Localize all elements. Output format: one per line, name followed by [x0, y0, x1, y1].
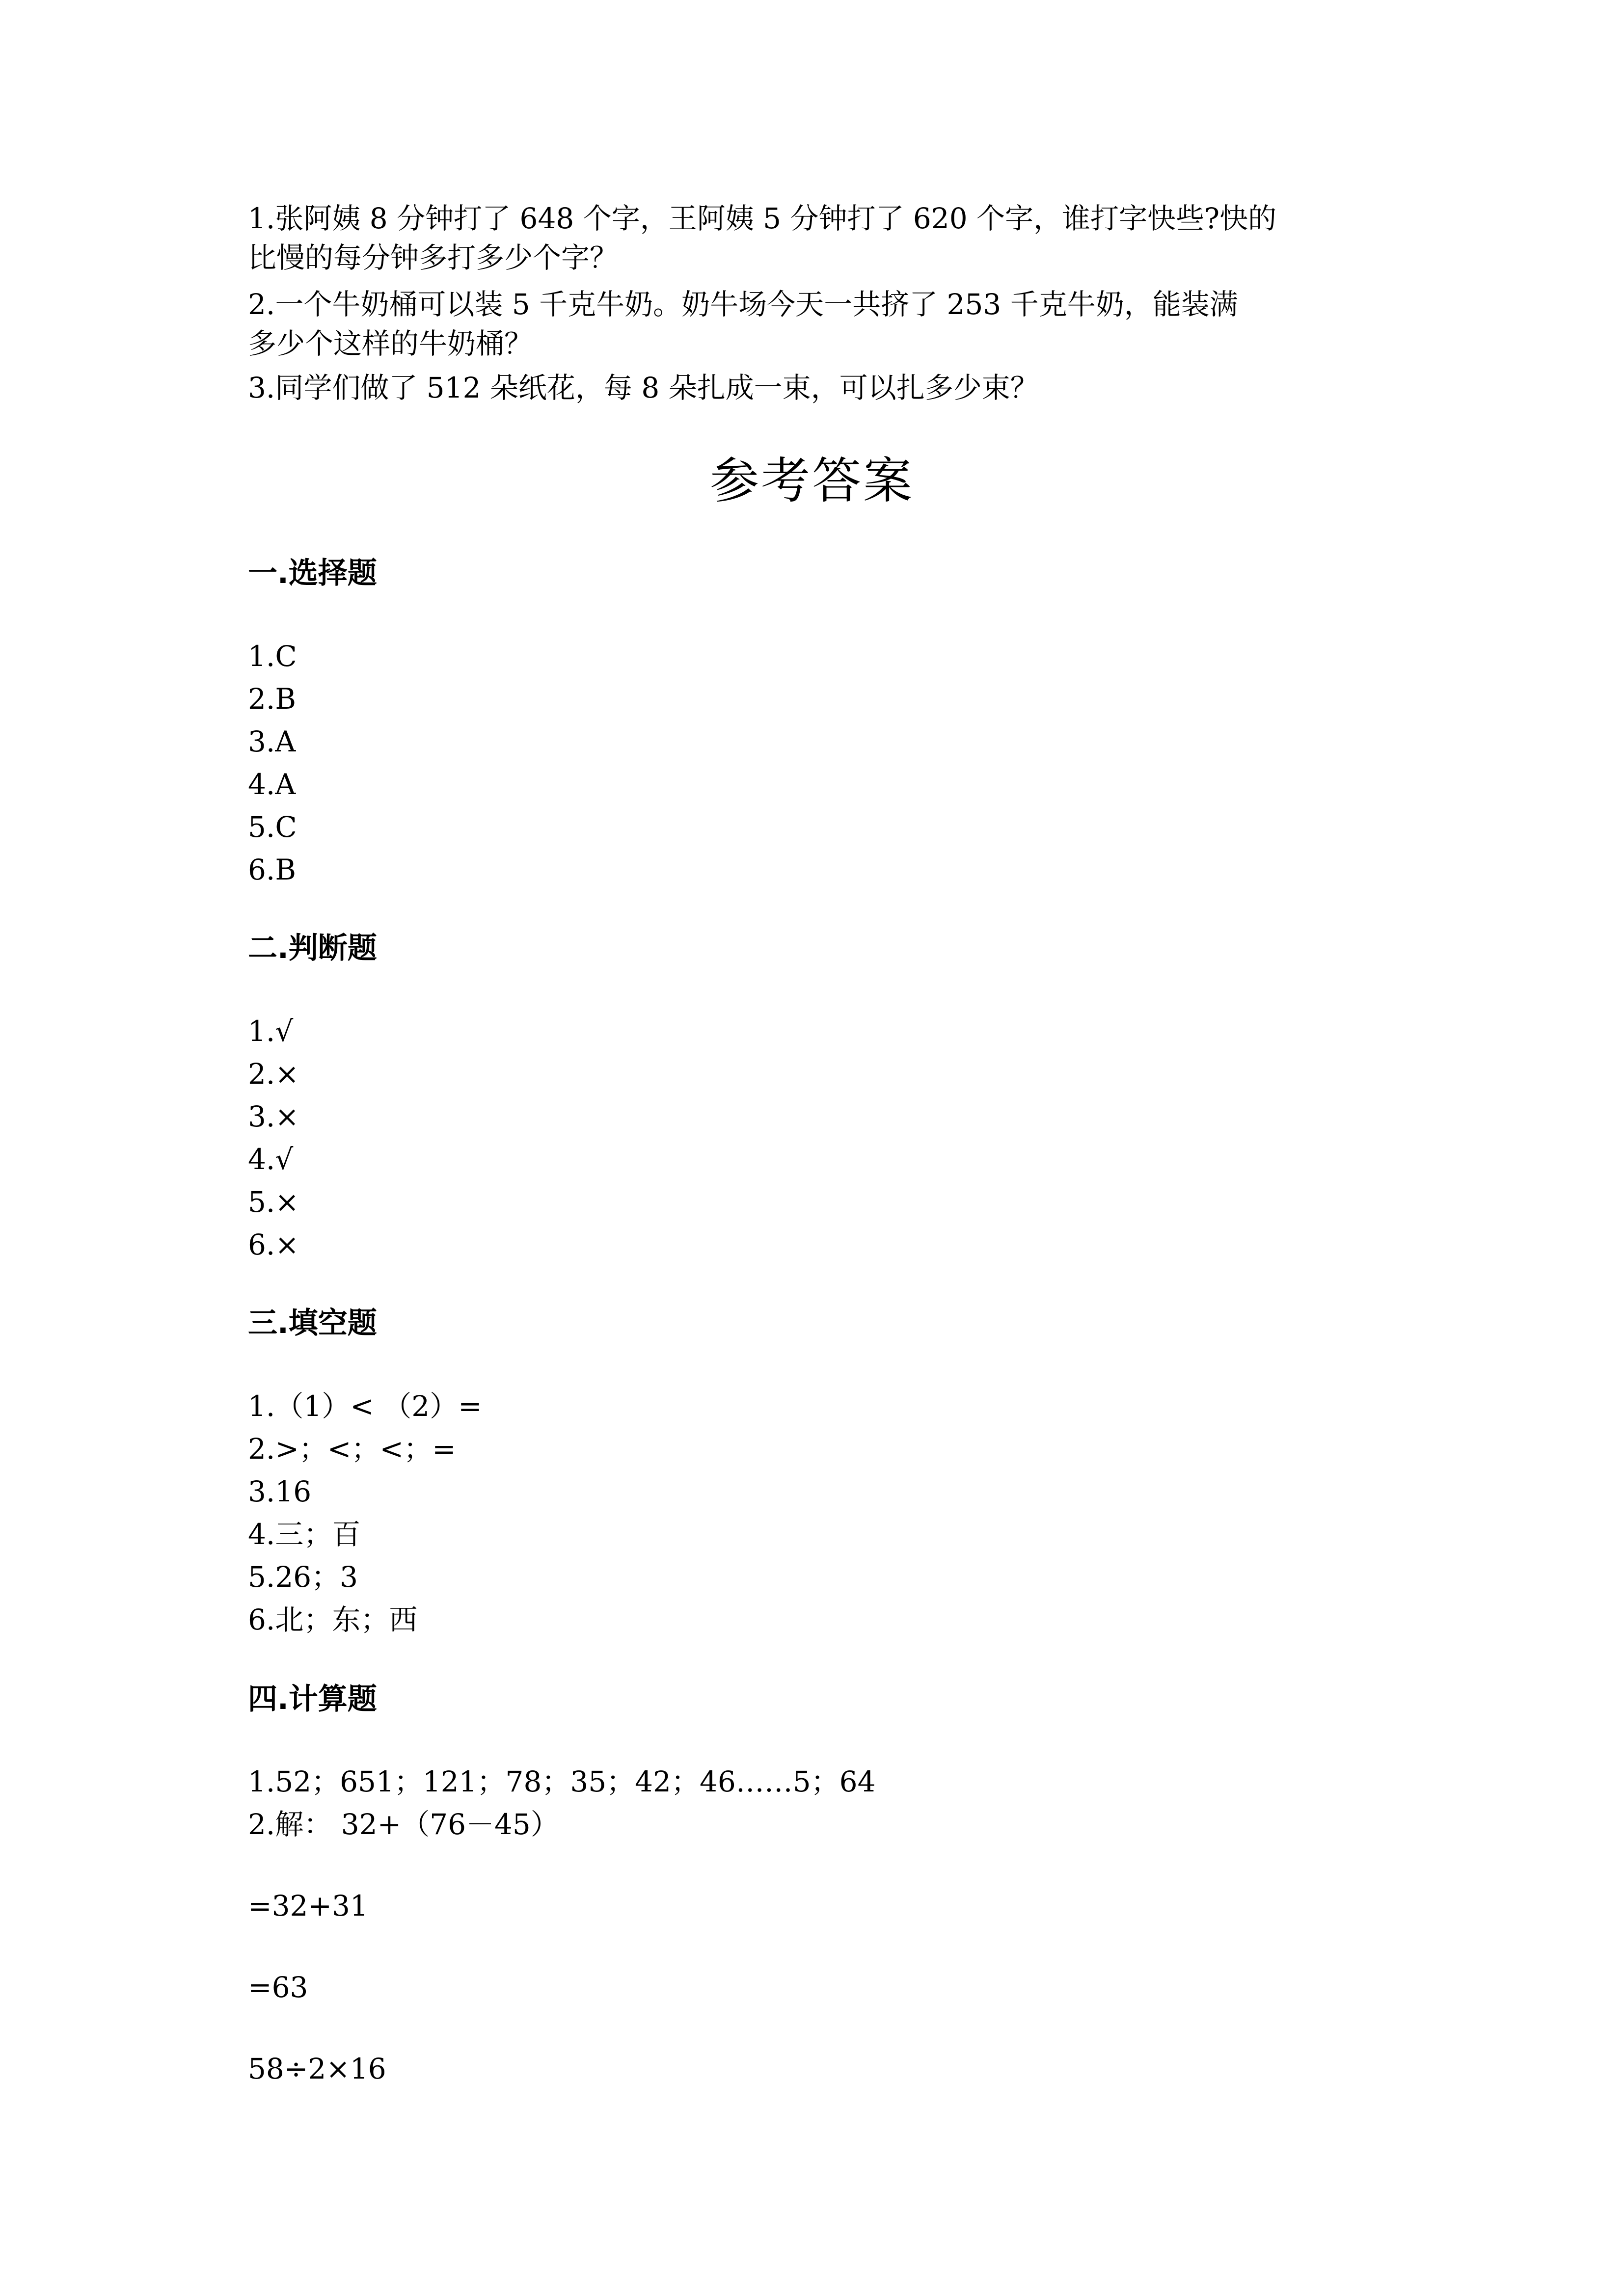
section-3-heading: 三.填空题	[248, 1306, 377, 1340]
section-1-item: 3.A	[248, 725, 296, 758]
section-2-item: 3.×	[248, 1100, 299, 1133]
section-2-item: 4.√	[248, 1143, 294, 1176]
section-3-item: 2.>；<；<；=	[248, 1432, 456, 1466]
section-1-item: 6.B	[248, 853, 296, 886]
section-2-item: 6.×	[248, 1228, 299, 1261]
section-2-item: 2.×	[248, 1057, 299, 1091]
section-1-item: 5.C	[248, 810, 297, 844]
section-3-item: 5.26；3	[248, 1560, 358, 1594]
section-3-item: 6.北；东；西	[248, 1603, 418, 1636]
calc-step: =63	[248, 1971, 308, 2004]
problem-1-line-2: 比慢的每分钟多打多少个字？	[248, 241, 619, 274]
section-2-item: 5.×	[248, 1185, 299, 1219]
problem-2-line-1: 2.一个牛奶桶可以装 5 千克牛奶。奶牛场今天一共挤了 253 千克牛奶，能装满	[248, 288, 1238, 321]
section-1-heading: 一.选择题	[248, 556, 377, 590]
problem-3-line-1: 3.同学们做了 512 朵纸花，每 8 朵扎成一束，可以扎多少束？	[248, 371, 1039, 404]
section-4-item: 1.52；651；121；78；35；42；46……5；64	[248, 1765, 876, 1798]
section-2-item: 1.√	[248, 1015, 294, 1048]
section-1-item: 1.C	[248, 640, 297, 673]
calc-expression: 58÷2×16	[248, 2052, 386, 2085]
section-4-heading: 四.计算题	[248, 1682, 377, 1716]
section-4-item: 2.解： 32+（76－45）	[248, 1808, 559, 1841]
section-3-item: 4.三；百	[248, 1518, 361, 1551]
problem-2-line-2: 多少个这样的牛奶桶？	[248, 327, 533, 360]
section-1-item: 4.A	[248, 768, 296, 801]
calc-step: =32+31	[248, 1889, 368, 1922]
section-3-item: 1.（1）< （2）=	[248, 1389, 482, 1423]
section-2-heading: 二.判断题	[248, 931, 377, 965]
answer-title: 参考答案	[710, 452, 914, 509]
problem-1-line-1: 1.张阿姨 8 分钟打了 648 个字，王阿姨 5 分钟打了 620 个字，谁打字快些?快的	[248, 202, 1277, 235]
section-1-item: 2.B	[248, 682, 296, 716]
section-3-item: 3.16	[248, 1475, 312, 1508]
